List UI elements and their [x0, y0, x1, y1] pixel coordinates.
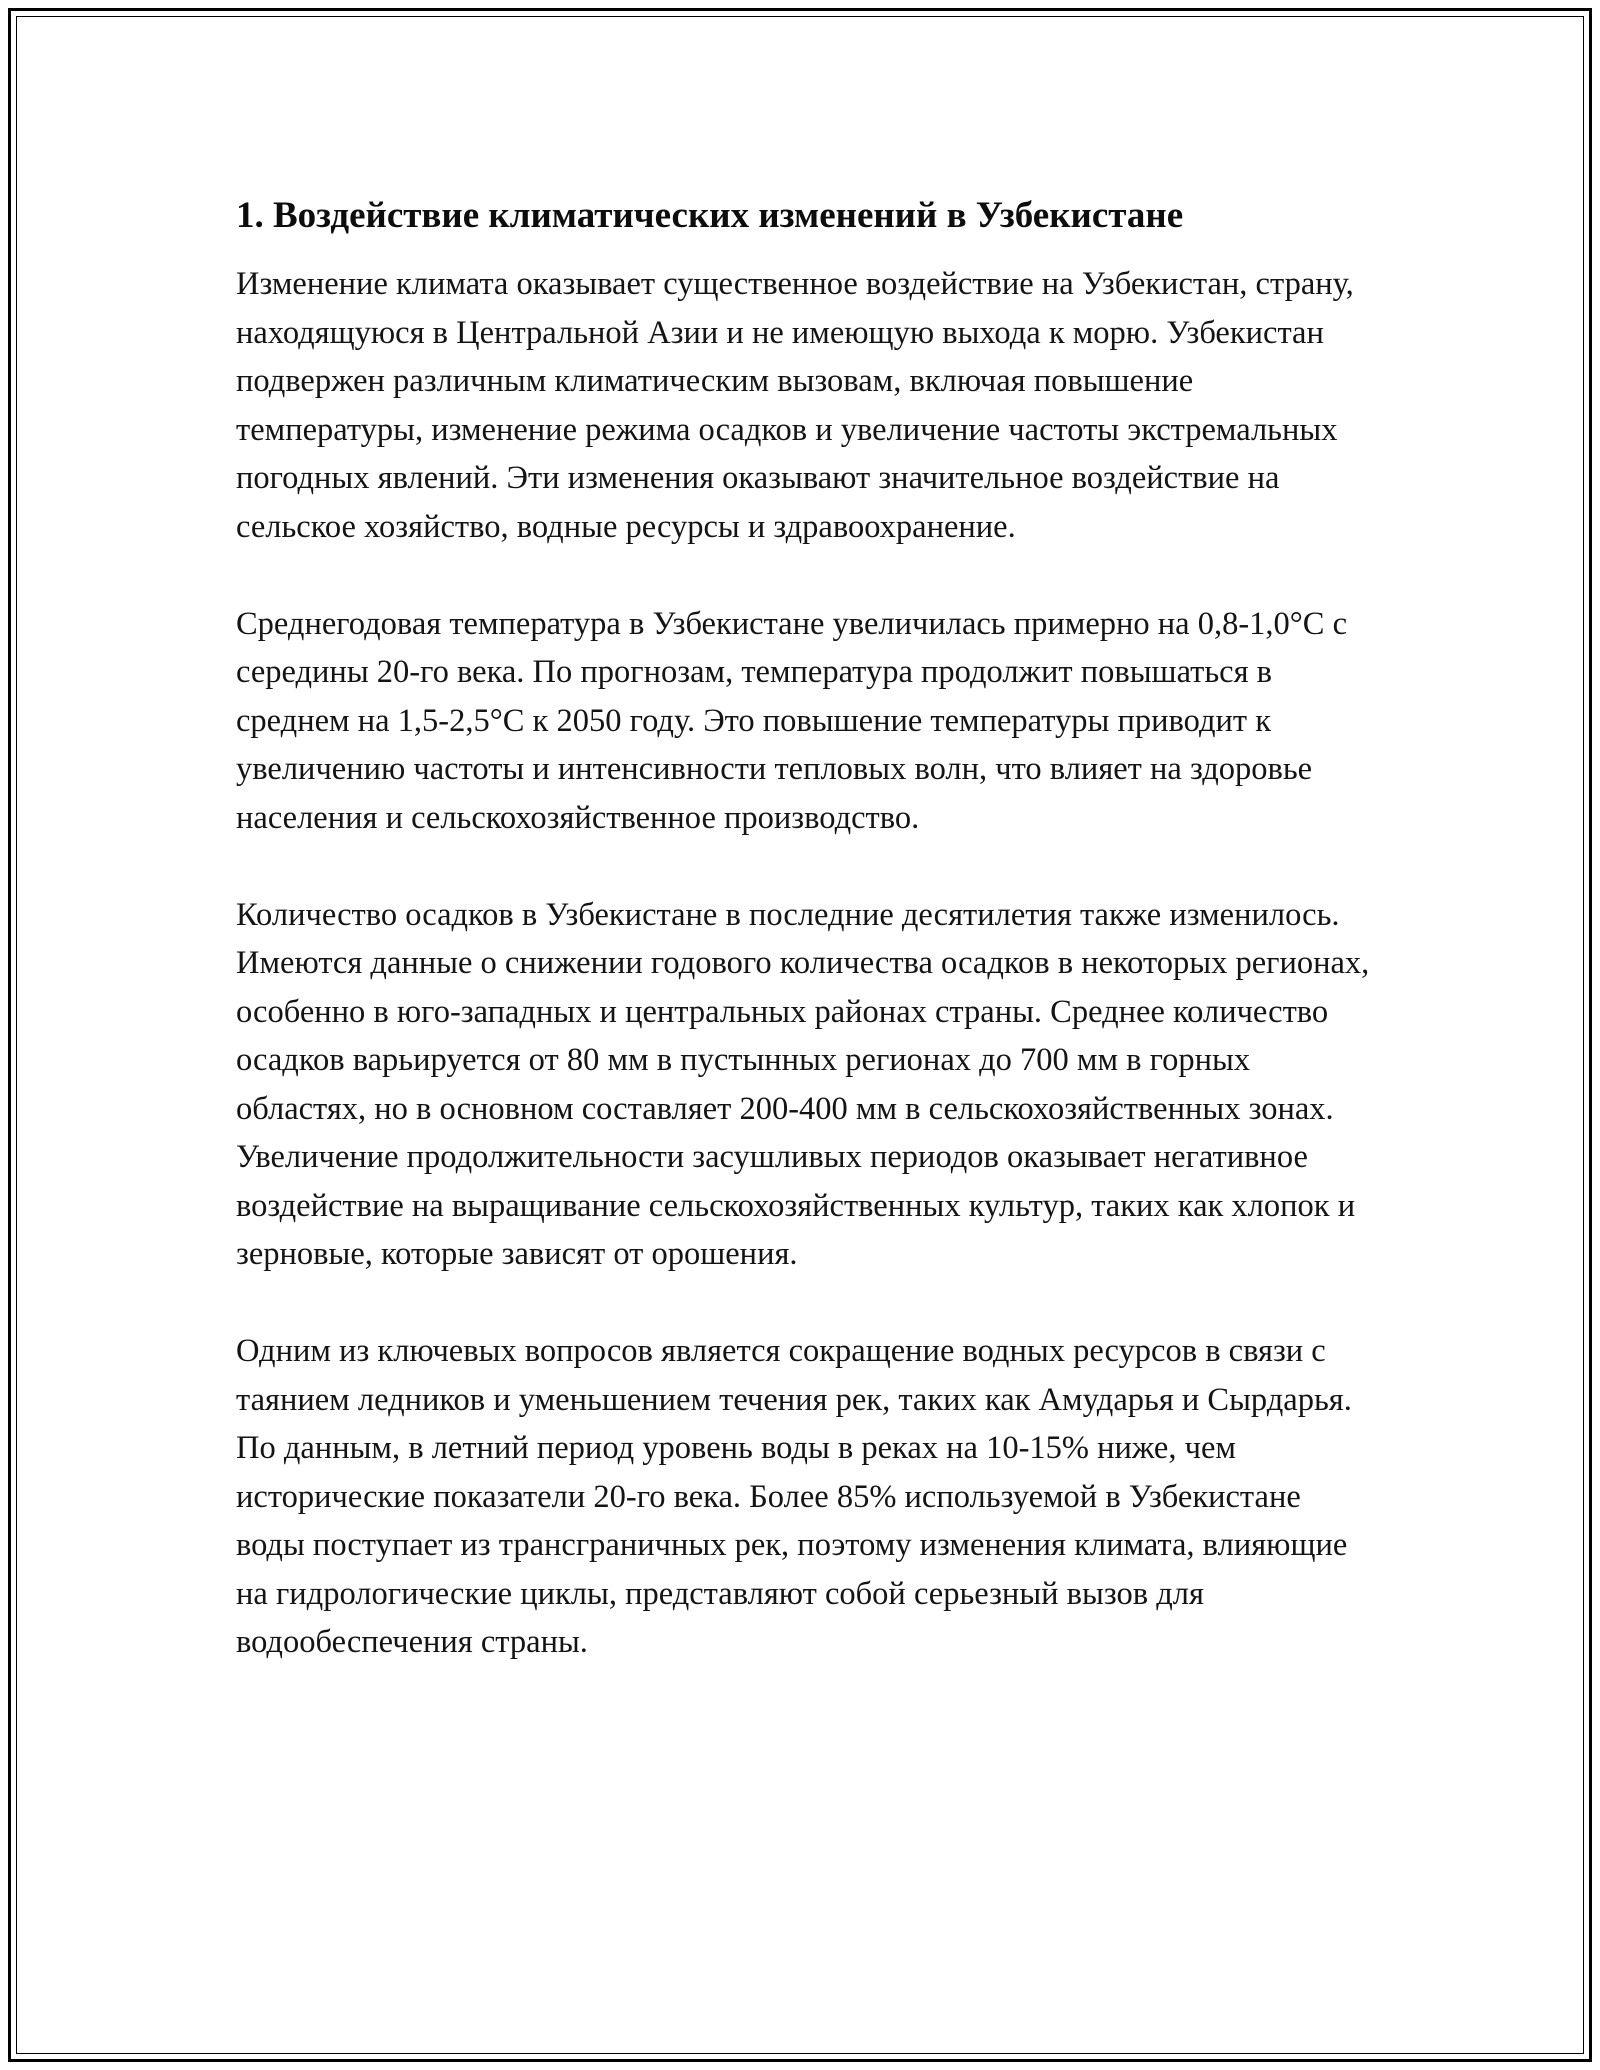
paragraph-water-resources: Одним из ключевых вопросов является сокращение водных ресурсов в связи с таянием ледников и уменьшением течения рек, таких как Амударья и Сырдарья. По данным, в летний период уровень воды в реках на 10-15% ниже, чем исторические показатели 20-го века. Более 85% используемой в Узбекистане воды поступает из трансграничных рек, поэтому изменения климата, влияющие на гидрологические циклы, представляют собой серьезный вызов для водообеспечения страны. — [236, 1333, 1352, 1660]
section-title: 1. Воздействие климатических изменений в Узбекистане — [236, 195, 1184, 236]
paragraph-temperature: Среднегодовая температура в Узбекистане увеличилась примерно на 0,8-1,0°C с середины 20-го века. По прогнозам, температура продолжит повышаться в среднем на 1,5-2,5°C к 2050 году. Это повышение температуры приводит к увеличению частоты и интенсивности тепловых волн, что влияет на здоровье населения и сельскохозяйственное производство. — [236, 605, 1348, 836]
paragraph-precipitation: Количество осадков в Узбекистане в последние десятилетия также изменилось. Имеются данные о снижении годового количества осадков в некоторых регионах, особенно в юго-западных и центральных районах страны. Среднее количество осадков варьируется от 80 мм в пустынных регионах до 700 мм в горных областях, но в основном составляет 200-400 мм в сельскохозяйственных зонах. Увеличение продолжительности засушливых периодов оказывает негативное воздействие на выращивание сельскохозяйственных культур, таких как хлопок и зерновые, которые зависят от орошения. — [236, 896, 1370, 1272]
document-body — [236, 192, 1376, 1715]
paragraph-overview: Изменение климата оказывает существенное воздействие на Узбекистан, страну, находящуюся в Центральной Азии и не имеющую выхода к морю. Узбекистан подвержен различным климатическим вызовам, включая повышение температуры, изменение режима осадков и увеличение частоты экстремальных погодных явлений. Эти изменения оказывают значительное воздействие на сельское хозяйство, водные ресурсы и здравоохранение. — [236, 266, 1354, 545]
